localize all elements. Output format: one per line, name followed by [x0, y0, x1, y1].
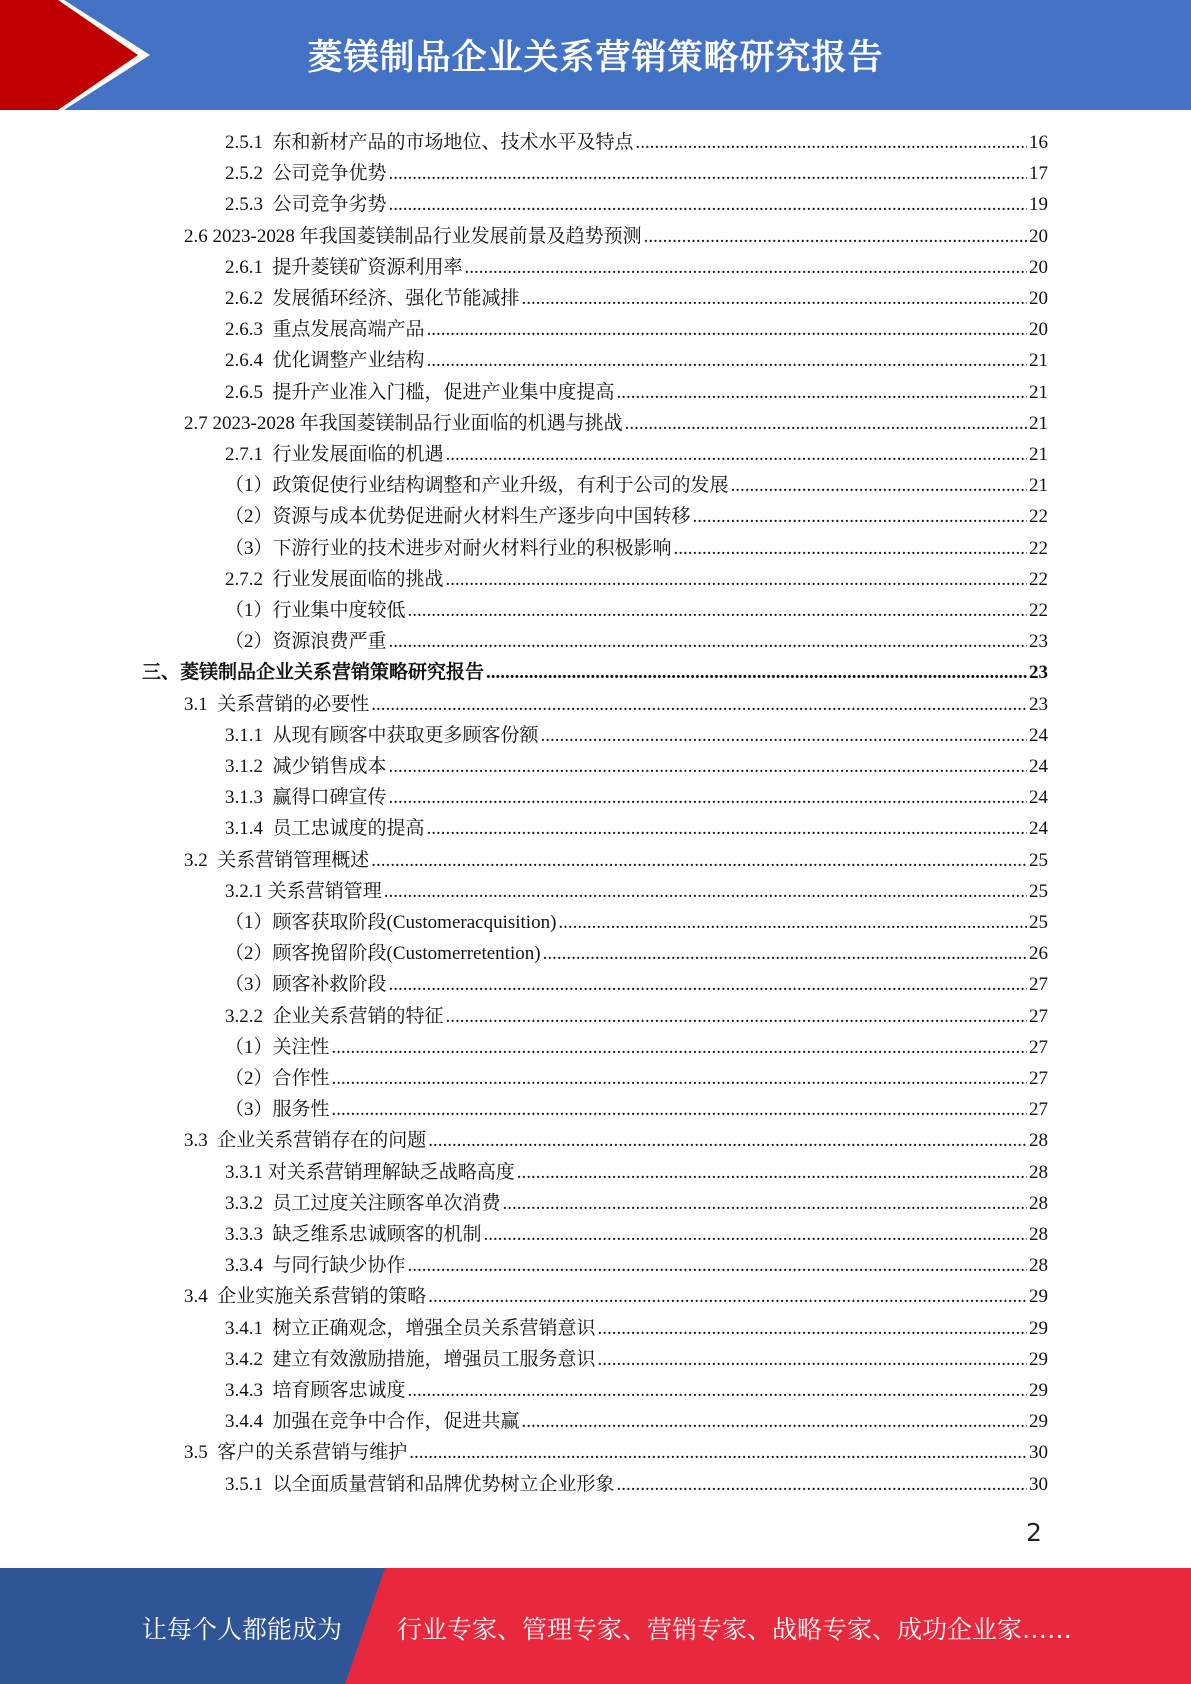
toc-dot-leader [598, 1344, 1027, 1375]
toc-entry-page: 21 [1029, 444, 1048, 465]
toc-entry-label: （1）行业集中度较低 [225, 600, 406, 621]
toc-entry[interactable] [225, 470, 1048, 501]
toc-entry[interactable] [184, 1125, 1048, 1156]
toc-entry[interactable] [225, 782, 1048, 813]
toc-dot-leader [486, 657, 1027, 688]
toc-entry-page: 17 [1029, 163, 1048, 185]
toc-dot-leader [617, 1469, 1027, 1500]
toc-entry[interactable] [184, 1281, 1048, 1312]
toc-entry-label: 3.3.2 员工过度关注顾客单次消费 [225, 1192, 501, 1214]
toc-entry-page: 24 [1029, 818, 1048, 840]
toc-entry[interactable] [225, 938, 1048, 969]
toc-entry-page: 24 [1029, 756, 1048, 777]
toc-dot-leader [446, 564, 1027, 595]
toc-entry-page: 22 [1029, 537, 1048, 559]
toc-dot-leader [332, 1032, 1027, 1063]
toc-entry[interactable] [225, 626, 1048, 657]
toc-dot-leader [389, 751, 1027, 782]
toc-entry[interactable] [225, 1406, 1048, 1437]
toc-dot-leader [408, 1375, 1027, 1406]
toc-entry-label: （2）合作性 [225, 1068, 330, 1089]
toc-entry-label: 2.5.2 公司竞争优势 [225, 163, 387, 185]
toc-entry-label: 3.2.2 企业关系营销的特征 [225, 1005, 444, 1027]
toc-entry[interactable] [225, 1001, 1048, 1032]
footer-slogan-left: 让每个人都能成为 [142, 1615, 343, 1644]
toc-dot-leader [427, 813, 1027, 844]
toc-dot-leader [371, 845, 1027, 876]
toc-dot-leader [389, 158, 1027, 189]
toc-entry-label: 3.2.1 关系营销管理 [225, 880, 382, 902]
toc-entry-page: 28 [1029, 1161, 1048, 1183]
toc-entry[interactable] [225, 1344, 1048, 1375]
toc-entry-label: （3）顾客补救阶段 [225, 974, 387, 996]
toc-dot-leader [522, 1406, 1027, 1437]
toc-entry[interactable] [225, 1469, 1048, 1500]
toc-entry-page: 28 [1029, 1255, 1048, 1277]
toc-entry[interactable] [225, 377, 1048, 408]
toc-dot-leader [389, 626, 1027, 657]
toc-dot-leader [446, 1001, 1027, 1032]
toc-dot-leader [332, 1063, 1027, 1094]
toc-entry-label: （3）下游行业的技术进步对耐火材料行业的积极影响 [225, 537, 672, 559]
toc-entry-label: 3.4 企业实施关系营销的策略 [184, 1286, 427, 1308]
toc-entry-label: 3.1 关系营销的必要性 [184, 693, 370, 715]
toc-entry-label: 2.6.1 提升菱镁矿资源利用率 [225, 256, 463, 278]
toc-entry[interactable] [225, 907, 1048, 938]
toc-entry-label: 2.6.5 提升产业准入门槛，促进产业集中度提高 [225, 381, 615, 403]
toc-dot-leader [558, 907, 1027, 938]
toc-entry-page: 27 [1029, 1005, 1048, 1027]
toc-entry-label: （3）服务性 [225, 1099, 330, 1121]
toc-entry[interactable] [184, 1437, 1048, 1468]
toc-entry[interactable] [225, 252, 1048, 283]
toc-entry-label: 3.3.1 对关系营销理解缺乏战略高度 [225, 1161, 515, 1183]
toc-entry[interactable] [225, 501, 1048, 532]
toc-dot-leader [384, 876, 1027, 907]
toc-dot-leader [644, 221, 1027, 252]
toc-entry-label: 3.4.4 加强在竞争中合作，促进共赢 [225, 1411, 520, 1433]
toc-entry[interactable] [225, 1032, 1048, 1063]
toc-entry-label: 三、菱镁制品企业关系营销策略研究报告 [142, 662, 485, 684]
toc-entry-page: 27 [1029, 974, 1048, 996]
toc-entry[interactable] [225, 969, 1048, 1000]
toc-entry-page: 28 [1029, 1130, 1048, 1152]
toc-entry[interactable] [225, 595, 1048, 626]
toc-entry-page: 25 [1029, 912, 1048, 933]
toc-dot-leader [332, 1094, 1027, 1125]
toc-entry[interactable] [225, 1157, 1048, 1188]
toc-entry-label: 3.5 客户的关系营销与维护 [184, 1442, 408, 1464]
toc-entry[interactable] [225, 283, 1048, 314]
toc-dot-leader [371, 689, 1027, 720]
toc-dot-leader [674, 533, 1027, 564]
toc-entry-label: 2.6 2023-2028 年我国菱镁制品行业发展前景及趋势预测 [184, 225, 642, 247]
toc-entry[interactable] [225, 876, 1048, 907]
toc-entry[interactable] [225, 1063, 1048, 1094]
toc-entry-label: 2.6.4 优化调整产业结构 [225, 350, 425, 372]
toc-entry-label: 3.1.2 减少销售成本 [225, 756, 387, 777]
toc-entry-label: 3.3 企业关系营销存在的问题 [184, 1130, 427, 1152]
toc-entry-label: 3.3.3 缺乏维系忠诚顾客的机制 [225, 1224, 482, 1245]
toc-entry-page: 27 [1029, 1068, 1048, 1089]
toc-entry-label: （2）资源与成本优势促进耐火材料生产逐步向中国转移 [225, 506, 691, 528]
toc-entry[interactable] [225, 813, 1048, 844]
toc-dot-leader [693, 501, 1027, 532]
toc-entry[interactable] [184, 689, 1048, 720]
toc-dot-leader [465, 252, 1027, 283]
toc-dot-leader [617, 377, 1027, 408]
page-number: 2 [1026, 1518, 1042, 1547]
toc-entry-page: 22 [1029, 506, 1048, 528]
toc-entry-page: 29 [1029, 1411, 1048, 1433]
toc-dot-leader [427, 345, 1027, 376]
toc-dot-leader [408, 1250, 1027, 1281]
toc-dot-leader [428, 1281, 1027, 1312]
toc-entry-page: 29 [1029, 1286, 1048, 1308]
toc-dot-leader [625, 408, 1027, 439]
footer-slogan-right: 行业专家、管理专家、营销专家、战略专家、成功企业家…… [397, 1615, 1073, 1644]
toc-entry-label: 2.6.3 重点发展高端产品 [225, 319, 425, 341]
toc-entry-label: 3.4.2 建立有效激励措施，增强员工服务意识 [225, 1348, 596, 1370]
toc-entry-page: 21 [1029, 381, 1048, 403]
toc-dot-leader [446, 439, 1027, 470]
header-bar [0, 0, 1191, 110]
toc-entry[interactable] [225, 1313, 1048, 1344]
toc-entry-page: 25 [1029, 849, 1048, 871]
toc-entry-label: （1）关注性 [225, 1036, 330, 1058]
toc-dot-leader [484, 1219, 1027, 1250]
toc-entry-page: 19 [1029, 194, 1048, 216]
toc-entry-label: 3.4.1 树立正确观念，增强全员关系营销意识 [225, 1317, 596, 1339]
toc-entry-page: 20 [1029, 319, 1048, 341]
toc-dot-leader [543, 938, 1027, 969]
toc-entry-label: 2.6.2 发展循环经济、强化节能减排 [225, 288, 520, 309]
toc-entry-page: 21 [1029, 412, 1048, 434]
toc-entry[interactable] [225, 1250, 1048, 1281]
toc-entry[interactable] [184, 221, 1048, 252]
toc-entry[interactable] [225, 751, 1048, 782]
footer-bar [0, 1568, 1191, 1684]
toc-entry-label: （1）政策促使行业结构调整和产业升级，有利于公司的发展 [225, 475, 729, 497]
toc-dot-leader [427, 314, 1027, 345]
toc-dot-leader [389, 969, 1027, 1000]
toc-entry-page: 22 [1029, 600, 1048, 621]
toc-entry-page: 29 [1029, 1348, 1048, 1370]
toc-entry-page: 23 [1029, 631, 1048, 653]
toc-entry-page: 29 [1029, 1380, 1048, 1401]
toc-entry-page: 27 [1029, 1099, 1048, 1121]
toc-entry-page: 24 [1029, 787, 1048, 809]
toc-entry[interactable] [225, 564, 1048, 595]
toc-entry-label: （2）资源浪费严重 [225, 631, 387, 653]
toc-dot-leader [636, 127, 1027, 158]
toc-entry-label: （1）顾客获取阶段(Customeracquisition) [225, 912, 557, 933]
toc-entry-page: 23 [1029, 693, 1048, 715]
toc-entry-page: 20 [1029, 256, 1048, 278]
toc-entry[interactable] [225, 1188, 1048, 1219]
toc-entry-page: 28 [1029, 1224, 1048, 1245]
toc-entry-label: 3.3.4 与同行缺少协作 [225, 1255, 406, 1277]
toc-entry-label: 2.5.3 公司竞争劣势 [225, 194, 387, 216]
toc-dot-leader [409, 1437, 1027, 1468]
toc-entry-label: 3.4.3 培育顾客忠诚度 [225, 1380, 406, 1401]
toc-entry-page: 20 [1029, 225, 1048, 247]
toc-entry[interactable] [225, 1094, 1048, 1125]
toc-dot-leader [598, 1313, 1027, 1344]
toc-entry[interactable] [225, 314, 1048, 345]
toc-entry-label: 2.7.1 行业发展面临的机遇 [225, 444, 444, 465]
toc-entry-page: 24 [1029, 724, 1048, 746]
toc-entry-label: 2.7.2 行业发展面临的挑战 [225, 568, 444, 590]
toc-entry-label: 3.2 关系营销管理概述 [184, 849, 370, 871]
toc-entry[interactable] [225, 533, 1048, 564]
toc-entry-page: 21 [1029, 350, 1048, 372]
toc-entry[interactable] [225, 720, 1048, 751]
toc-entry-page: 27 [1029, 1036, 1048, 1058]
toc-entry[interactable] [225, 189, 1048, 220]
toc-entry-page: 28 [1029, 1192, 1048, 1214]
document-title: 菱镁制品企业关系营销策略研究报告 [307, 38, 884, 78]
toc-entry[interactable] [184, 408, 1048, 439]
toc-entry[interactable] [225, 158, 1048, 189]
toc-entry[interactable] [225, 1375, 1048, 1406]
toc-entry[interactable] [184, 845, 1048, 876]
toc-dot-leader [541, 720, 1027, 751]
toc-entry[interactable] [142, 657, 1048, 688]
toc-dot-leader [503, 1188, 1027, 1219]
toc-entry-label: （2）顾客挽留阶段(Customerretention) [225, 943, 541, 965]
toc-entry-label: 2.7 2023-2028 年我国菱镁制品行业面临的机遇与挑战 [184, 412, 623, 434]
toc-entry-label: 2.5.1 东和新材产品的市场地位、技术水平及特点 [225, 132, 634, 153]
toc-dot-leader [389, 189, 1027, 220]
toc-entry-page: 30 [1029, 1442, 1048, 1464]
toc-entry-page: 30 [1029, 1473, 1048, 1495]
toc-entry-page: 22 [1029, 568, 1048, 590]
toc-dot-leader [731, 470, 1027, 501]
toc-entry-page: 16 [1029, 132, 1048, 153]
toc-dot-leader [517, 1157, 1027, 1188]
toc-entry-label: 3.1.4 员工忠诚度的提高 [225, 818, 425, 840]
toc-entry[interactable] [225, 127, 1048, 158]
toc-entry[interactable] [225, 1219, 1048, 1250]
toc-entry-page: 20 [1029, 288, 1048, 309]
toc-entry-page: 29 [1029, 1317, 1048, 1339]
toc-entry[interactable] [225, 439, 1048, 470]
toc-dot-leader [522, 283, 1027, 314]
toc-entry-page: 26 [1029, 943, 1048, 965]
toc-dot-leader [389, 782, 1027, 813]
toc-entry[interactable] [225, 345, 1048, 376]
toc-entry-label: 3.1.1 从现有顾客中获取更多顾客份额 [225, 724, 539, 746]
toc-entry-page: 21 [1029, 475, 1048, 497]
toc-entry-label: 3.1.3 赢得口碑宣传 [225, 787, 387, 809]
toc-entry-label: 3.5.1 以全面质量营销和品牌优势树立企业形象 [225, 1473, 615, 1495]
toc-dot-leader [408, 595, 1027, 626]
toc-dot-leader [428, 1125, 1027, 1156]
toc-entry-page: 23 [1029, 662, 1048, 684]
toc-entry-page: 25 [1029, 880, 1048, 902]
